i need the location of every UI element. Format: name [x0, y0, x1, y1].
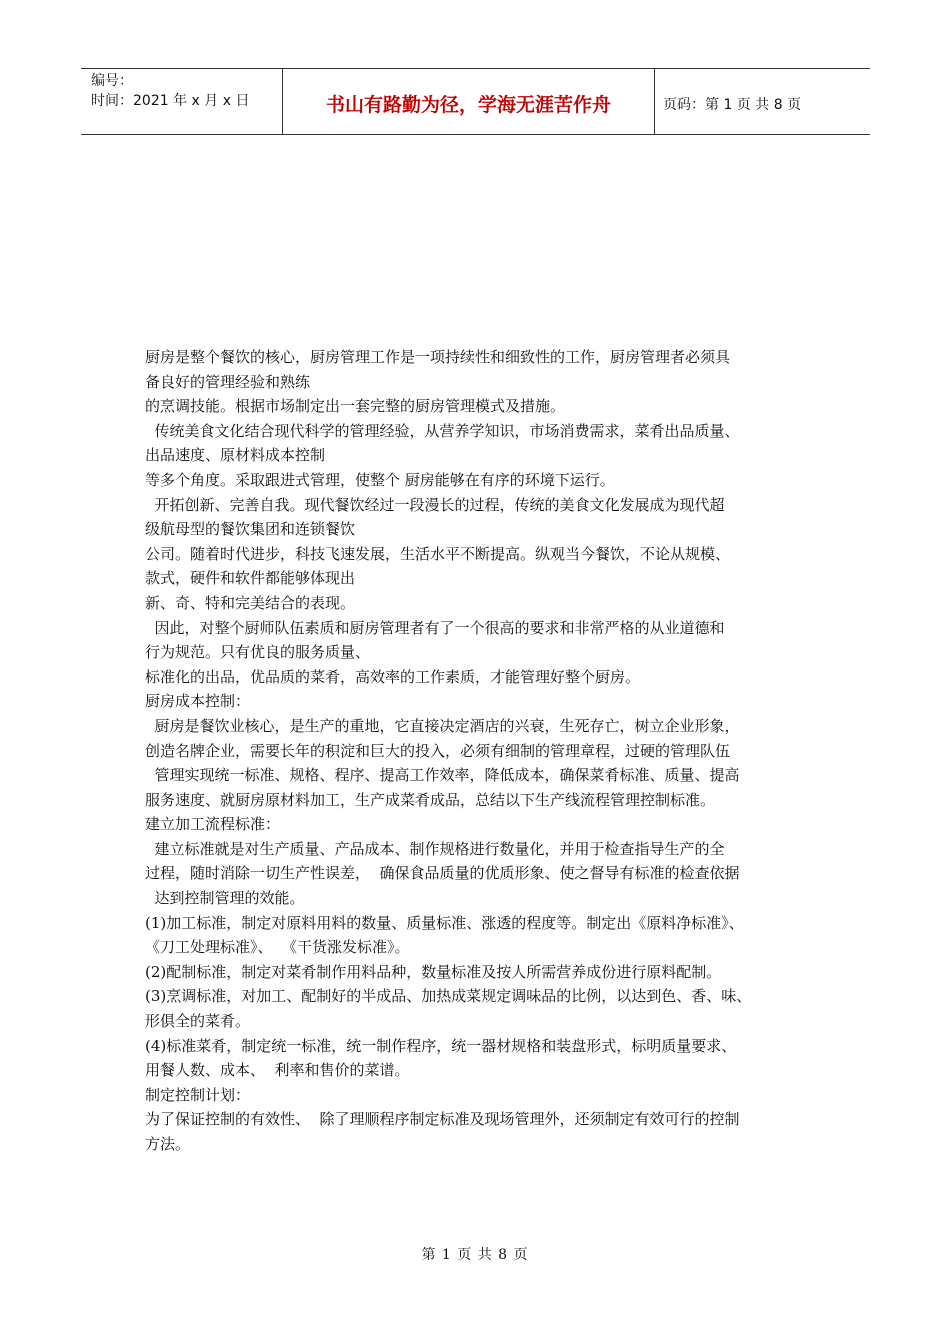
body-line: 管理实现统一标准、规格、程序、提高工作效率，降低成本，确保菜肴标准、质量、提高 — [145, 766, 740, 785]
header-meta — [81, 69, 283, 134]
body-line: (2)配制标准，制定对菜肴制作用料品种，数量标准及按人所需营养成份进行原料配制。 — [145, 962, 722, 981]
body-line: 建立加工流程标准： — [145, 815, 281, 834]
body-line: 新、奇、特和完美结合的表现。 — [145, 593, 356, 612]
body-line: 出品速度、原材料成本控制 — [145, 446, 326, 465]
body-line: (3)烹调标准，对加工、配制好的半成品、加热成菜规定调味品的比例，以达到色、香、味、 — [145, 987, 752, 1006]
document-body — [145, 345, 813, 1157]
body-line: 等多个角度。采取跟进式管理，使整个 厨房能够在有序的环境下运行。 — [145, 470, 615, 489]
body-line: 款式，硬件和软件都能够体现出 — [145, 569, 356, 588]
body-line: 形俱全的菜肴。 — [145, 1012, 251, 1031]
body-line: 传统美食文化结合现代科学的管理经验，从营养学知识，市场消费需求，菜肴出品质量、 — [145, 421, 740, 440]
body-line: 制定控制计划： — [145, 1085, 251, 1104]
body-line: 《刀工处理标准》、 《干货涨发标准》。 — [145, 938, 410, 957]
document-number: 编号： — [91, 73, 133, 89]
body-line: 的烹调技能。根据市场制定出一套完整的厨房管理模式及措施。 — [145, 397, 566, 416]
body-line: 服务速度、就厨房原材料加工，生产成菜肴成品，总结以下生产线流程管理控制标准。 — [145, 790, 716, 809]
body-line: 行为规范。只有优良的服务质量、 — [145, 643, 371, 662]
page-header — [81, 68, 870, 135]
body-line: (4)标准菜肴，制定统一标准，统一制作程序，统一器材规格和装盘形式，标明质量要求、 — [145, 1036, 737, 1055]
body-line: 因此，对整个厨师队伍素质和厨房管理者有了一个很高的要求和非常严格的从业道德和 — [145, 618, 725, 637]
page-footer: 第 1 页 共 8 页 — [421, 1247, 529, 1263]
body-line: 达到控制管理的效能。 — [145, 889, 305, 908]
body-line: 厨房成本控制： — [145, 692, 251, 711]
body-line: 开拓创新、完善自我。现代餐饮经过一段漫长的过程，传统的美食文化发展成为现代超 — [145, 495, 725, 514]
body-line: 用餐人数、成本、 利率和售价的菜谱。 — [145, 1061, 410, 1080]
body-line: 过程，随时消除一切生产性误差， 确保食品质量的优质形象、使之督导有标准的检查依据 — [145, 864, 740, 883]
body-line: 公司。随着时代进步，科技飞速发展，生活水平不断提高。纵观当今餐饮，不论从规模、 — [145, 544, 731, 563]
body-line: 厨房是餐饮业核心，是生产的重地，它直接决定酒店的兴衰，生死存亡，树立企业形象， — [145, 716, 740, 735]
body-line: 标准化的出品，优品质的菜肴，高效率的工作素质，才能管理好整个厨房。 — [145, 667, 641, 686]
body-line: 建立标准就是对生产质量、产品成本、制作规格进行数量化，并用于检查指导生产的全 — [145, 839, 725, 858]
body-line: 创造名牌企业，需要长年的积淀和巨大的投入，必须有细制的管理章程，过硬的管理队伍 — [145, 741, 731, 760]
body-line: 厨房是整个餐饮的核心，厨房管理工作是一项持续性和细致性的工作，厨房管理者必须具 — [145, 348, 731, 366]
header-page-number: 页码：第 1 页 共 8 页 — [663, 96, 802, 113]
header-motto: 书山有路勤为径，学海无涯苦作舟 — [283, 69, 655, 134]
body-line: 备良好的管理经验和熟练 — [145, 372, 311, 391]
body-line: 方法。 — [145, 1135, 191, 1153]
document-date: 时间：2021 年 x 月 x 日 — [91, 93, 250, 109]
body-line: (1)加工标准，制定对原料用料的数量、质量标准、涨透的程度等。制定出《原料净标准》、 — [145, 913, 744, 932]
body-line: 级航母型的餐饮集团和连锁餐饮 — [145, 520, 356, 539]
body-line: 为了保证控制的有效性、 除了理顺程序制定标准及现场管理外，还须制定有效可行的控制 — [145, 1110, 740, 1129]
